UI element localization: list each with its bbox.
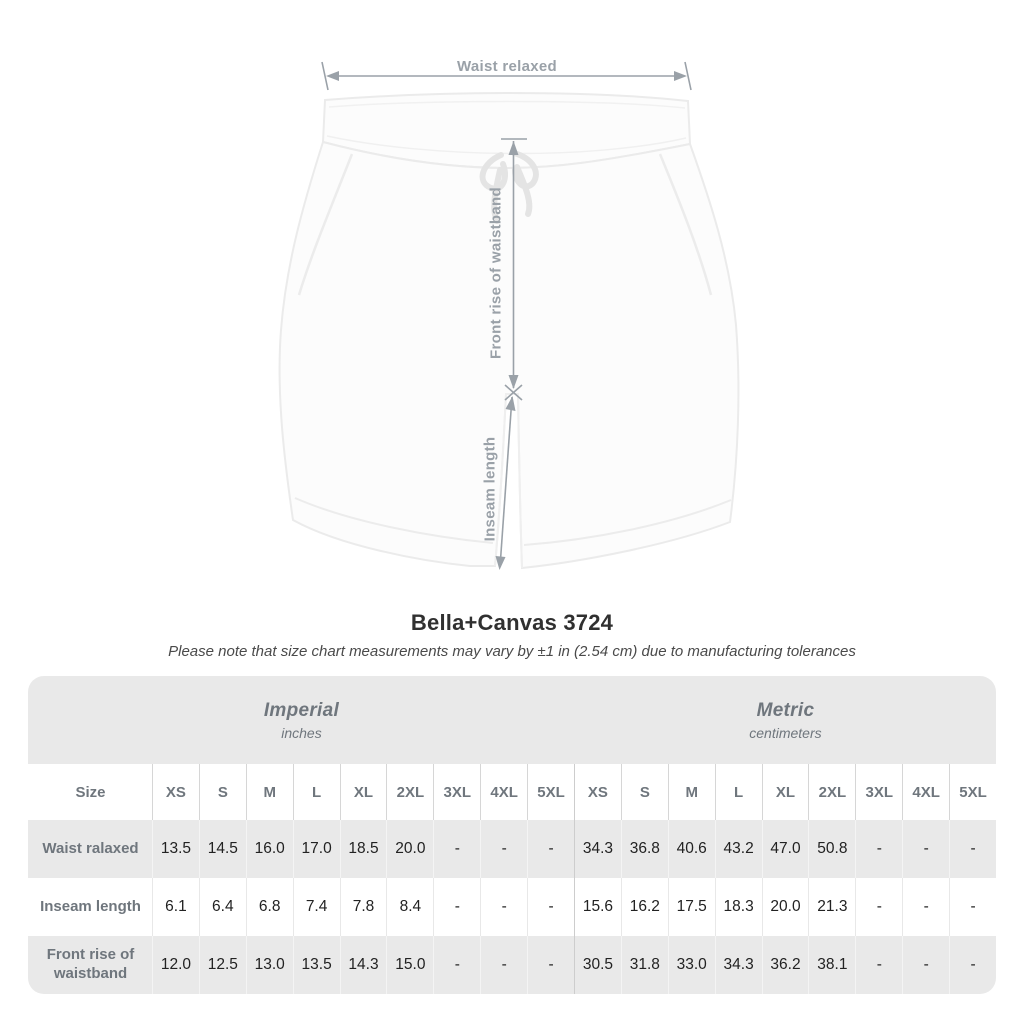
value-cell: 36.8 <box>621 820 668 878</box>
value-cell: 33.0 <box>668 936 715 994</box>
value-cell: - <box>480 878 527 936</box>
value-cell: 43.2 <box>715 820 762 878</box>
value-cell: - <box>949 936 996 994</box>
value-cell: - <box>902 820 949 878</box>
value-cell: 16.2 <box>621 878 668 936</box>
value-cell: 12.0 <box>152 936 199 994</box>
value-cell: 18.3 <box>715 878 762 936</box>
value-cell: 18.5 <box>340 820 387 878</box>
value-cell: - <box>480 820 527 878</box>
column-header-m-imperial: M <box>246 764 293 820</box>
value-cell: 30.5 <box>574 936 621 994</box>
tolerance-note: Please note that size chart measurements may vary by ±1 in (2.54 cm) due to manufacturing tolerances <box>168 643 856 660</box>
value-cell: - <box>480 936 527 994</box>
product-title: Bella+Canvas 3724 <box>410 610 614 635</box>
value-cell: - <box>433 820 480 878</box>
value-cell: 50.8 <box>808 820 855 878</box>
shorts-body <box>280 142 739 568</box>
value-cell: 17.0 <box>293 820 340 878</box>
value-cell: 6.1 <box>152 878 199 936</box>
value-cell: 15.6 <box>574 878 621 936</box>
column-header-3xl-metric: 3XL <box>855 764 902 820</box>
column-header-xl-imperial: XL <box>340 764 387 820</box>
value-cell: - <box>527 820 574 878</box>
metric-group-subtitle: centimeters <box>749 724 822 741</box>
value-cell: - <box>433 936 480 994</box>
value-cell: 6.8 <box>246 878 293 936</box>
value-cell: 13.0 <box>246 936 293 994</box>
column-header-m-metric: M <box>668 764 715 820</box>
inseam-measure-label: Inseam length <box>481 436 499 542</box>
value-cell: 20.0 <box>386 820 433 878</box>
value-cell: - <box>902 878 949 936</box>
value-cell: 7.4 <box>293 878 340 936</box>
value-cell: - <box>855 878 902 936</box>
value-cell: 8.4 <box>386 878 433 936</box>
value-cell: - <box>527 878 574 936</box>
column-header-l-imperial: L <box>293 764 340 820</box>
value-cell: 14.3 <box>340 936 387 994</box>
value-cell: 12.5 <box>199 936 246 994</box>
row-label: Front rise of waistband <box>28 936 152 994</box>
value-cell: 15.0 <box>386 936 433 994</box>
column-header-s-metric: S <box>621 764 668 820</box>
column-header-5xl-imperial: 5XL <box>527 764 574 820</box>
value-cell: 47.0 <box>762 820 809 878</box>
size-column-header: Size <box>28 764 152 820</box>
value-cell: 20.0 <box>762 878 809 936</box>
column-header-xs-imperial: XS <box>152 764 199 820</box>
value-cell: 14.5 <box>199 820 246 878</box>
value-cell: 34.3 <box>574 820 621 878</box>
value-cell: 31.8 <box>621 936 668 994</box>
value-cell: - <box>949 820 996 878</box>
column-header-4xl-metric: 4XL <box>902 764 949 820</box>
value-cell: 17.5 <box>668 878 715 936</box>
size-chart-table <box>28 676 996 994</box>
value-cell: - <box>949 878 996 936</box>
column-header-2xl-metric: 2XL <box>808 764 855 820</box>
value-cell: 40.6 <box>668 820 715 878</box>
row-label: Waist ralaxed <box>28 820 152 878</box>
unit-group-header <box>28 676 996 764</box>
column-header-s-imperial: S <box>199 764 246 820</box>
value-cell: 36.2 <box>762 936 809 994</box>
imperial-group-title: Imperial <box>263 699 340 721</box>
waist-measure-label: Waist relaxed <box>456 58 558 75</box>
column-header-4xl-imperial: 4XL <box>480 764 527 820</box>
value-cell: 13.5 <box>293 936 340 994</box>
value-cell: - <box>855 936 902 994</box>
value-cell: 13.5 <box>152 820 199 878</box>
shorts-garment <box>280 93 739 568</box>
value-cell: 6.4 <box>199 878 246 936</box>
column-header-l-metric: L <box>715 764 762 820</box>
column-header-5xl-metric: 5XL <box>949 764 996 820</box>
value-cell: - <box>527 936 574 994</box>
imperial-group-header <box>28 676 575 764</box>
metric-group-title: Metric <box>756 699 815 721</box>
value-cell: 38.1 <box>808 936 855 994</box>
value-cell: 7.8 <box>340 878 387 936</box>
value-cell: 16.0 <box>246 820 293 878</box>
front-rise-measure-label: Front rise of waistband <box>487 187 505 359</box>
column-header-xl-metric: XL <box>762 764 809 820</box>
value-cell: 21.3 <box>808 878 855 936</box>
imperial-group-subtitle: inches <box>281 724 322 741</box>
column-header-2xl-imperial: 2XL <box>386 764 433 820</box>
size-chart-grid <box>28 764 996 994</box>
metric-group-header <box>575 676 996 764</box>
column-header-xs-metric: XS <box>574 764 621 820</box>
value-cell: - <box>433 878 480 936</box>
value-cell: - <box>902 936 949 994</box>
row-label: Inseam length <box>28 878 152 936</box>
value-cell: 34.3 <box>715 936 762 994</box>
value-cell: - <box>855 820 902 878</box>
column-header-3xl-imperial: 3XL <box>433 764 480 820</box>
